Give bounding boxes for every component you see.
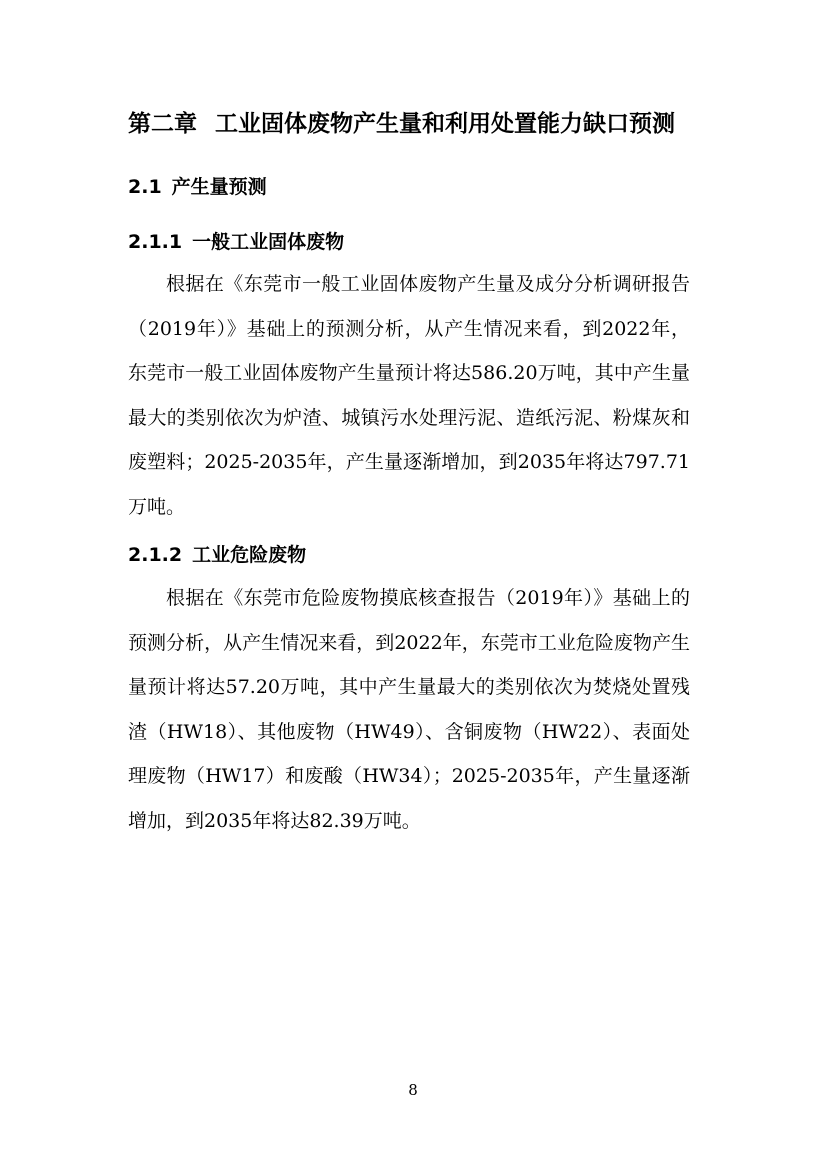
subsection-number: 2.1.2: [128, 544, 183, 566]
subsection-heading-hazardous-waste: [128, 541, 306, 569]
subsection-heading-general-waste: [128, 228, 344, 256]
paragraph-hazardous-waste: 根据在《东莞市危险废物摸底核查报告（2019年）》基础上的预测分析，从产生情况来看，到2022年，东莞市工业危险废物产生量预计将达57.20万吨，其中产生量最大的类别依次为焚烧处置残渣（HW18）、其他废物（HW49）、含铜废物（HW22）、表面处理废物（HW17）和废酸（HW34）；2025-2035年，产生量逐渐增加，到2035年将达82.39万吨。: [128, 587, 690, 832]
paragraph-general-waste: 根据在《东莞市一般工业固体废物产生量及成分分析调研报告（2019年）》基础上的预测分析，从产生情况来看，到2022年，东莞市一般工业固体废物产生量预计将达586.20万吨，其中产生量最大的类别依次为炉渣、城镇污水处理污泥、造纸污泥、粉煤灰和废塑料；2025-2035年，产生量逐渐增加，到2035年将达797.71万吨。: [128, 273, 690, 518]
section-title: 产生量预测: [171, 176, 267, 198]
subsection-title: 一般工业固体废物: [192, 231, 345, 253]
section-heading: [128, 173, 267, 201]
section-number: 2.1: [128, 176, 162, 198]
subsection-title: 工业危险废物: [192, 544, 307, 566]
chapter-title: [128, 108, 708, 140]
subsection-number: 2.1.1: [128, 231, 183, 253]
chapter-title-text: 工业固体废物产生量和利用处置能力缺口预测: [215, 111, 675, 137]
page-number: 8: [408, 1081, 418, 1099]
chapter-number: 第二章: [128, 111, 197, 137]
